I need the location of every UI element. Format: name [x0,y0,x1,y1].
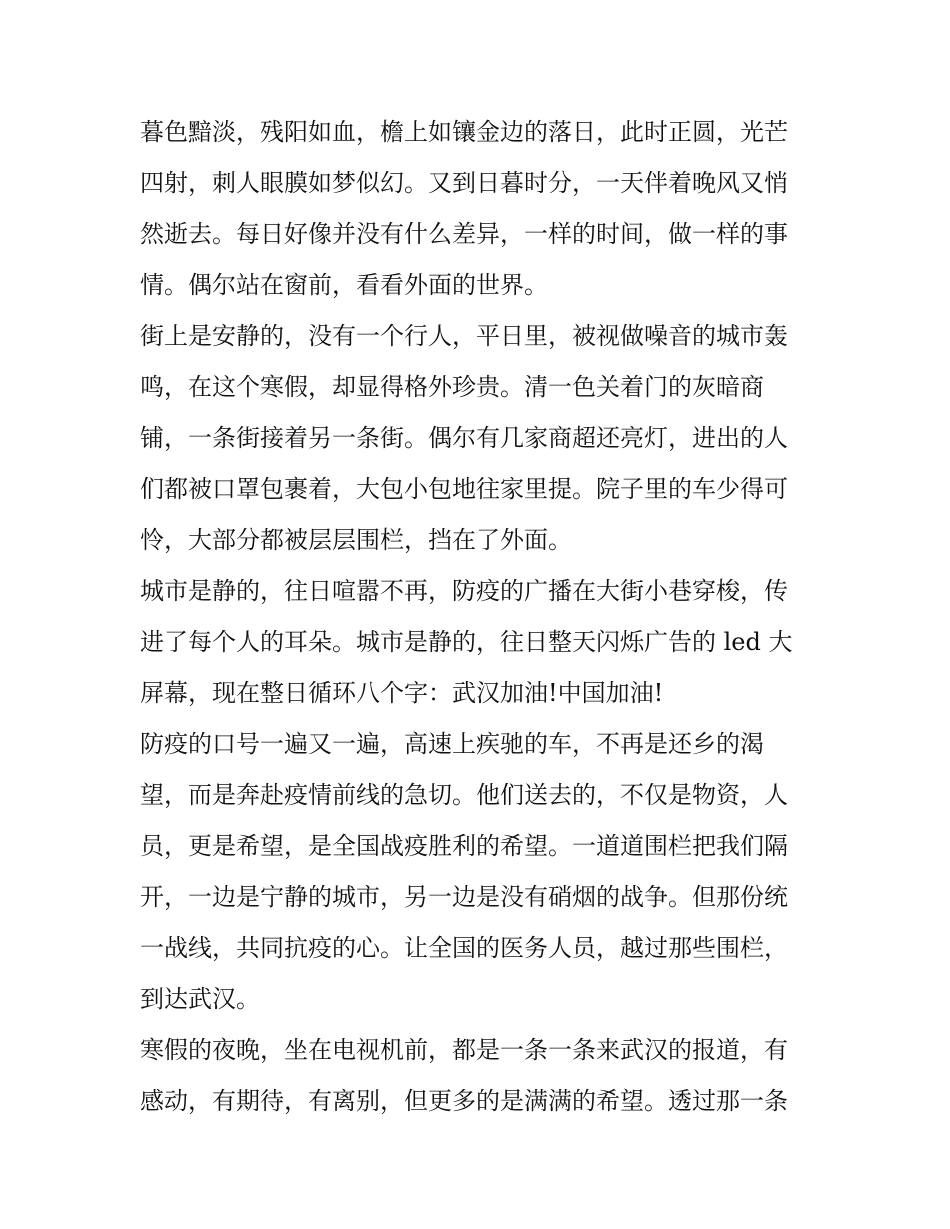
text-line: 四射，刺人眼膜如梦似幻。又到日暮时分，一天伴着晚风又悄 [140,169,788,197]
text-line: 街上是安静的，没有一个行人，平日里，被视做噪音的城市轰 [140,322,788,350]
text-line: 铺，一条街接着另一条街。偶尔有几家商超还亮灯，进出的人 [140,424,788,452]
text-line: 防疫的口号一遍又一遍，高速上疾驰的车，不再是还乡的渴 [140,730,764,758]
paragraph-3 [140,566,820,719]
text-line: 开，一边是宁静的城市，另一边是没有硝烟的战争。但那份统 [140,883,788,911]
text-line: 屏幕，现在整日循环八个字：武汉加油!中国加油! [140,679,664,707]
text-line: 望，而是奔赴疫情前线的急切。他们送去的，不仅是物资，人 [140,781,788,809]
paragraph-2 [140,311,820,566]
paragraph-4 [140,719,820,1025]
text-line: 寒假的夜晚，坐在电视机前，都是一条一条来武汉的报道，有 [140,1036,788,1064]
text-line: 进了每个人的耳朵。城市是静的，往日整天闪烁广告的 led 大 [140,628,793,656]
text-line: 一战线，共同抗疫的心。让全国的医务人员，越过那些围栏， [140,934,788,962]
text-line: 城市是静的，往日喧嚣不再，防疫的广播在大街小巷穿梭，传 [140,577,788,605]
document-page [140,107,820,1127]
text-line: 鸣，在这个寒假，却显得格外珍贵。清一色关着门的灰暗商 [140,373,764,401]
text-line: 到达武汉。 [140,985,260,1013]
text-line: 暮色黯淡，残阳如血，檐上如镶金边的落日，此时正圆，光芒 [140,118,788,146]
paragraph-1 [140,107,820,311]
text-line: 感动，有期待，有离别，但更多的是满满的希望。透过那一条 [140,1087,788,1115]
text-line: 怜，大部分都被层层围栏，挡在了外面。 [140,526,572,554]
text-line: 员，更是希望，是全国战疫胜利的希望。一道道围栏把我们隔 [140,832,788,860]
text-line: 然逝去。每日好像并没有什么差异，一样的时间，做一样的事 [140,220,788,248]
paragraph-5 [140,1025,820,1127]
text-line: 们都被口罩包裹着，大包小包地往家里提。院子里的车少得可 [140,475,788,503]
text-line: 情。偶尔站在窗前，看看外面的世界。 [140,271,548,299]
